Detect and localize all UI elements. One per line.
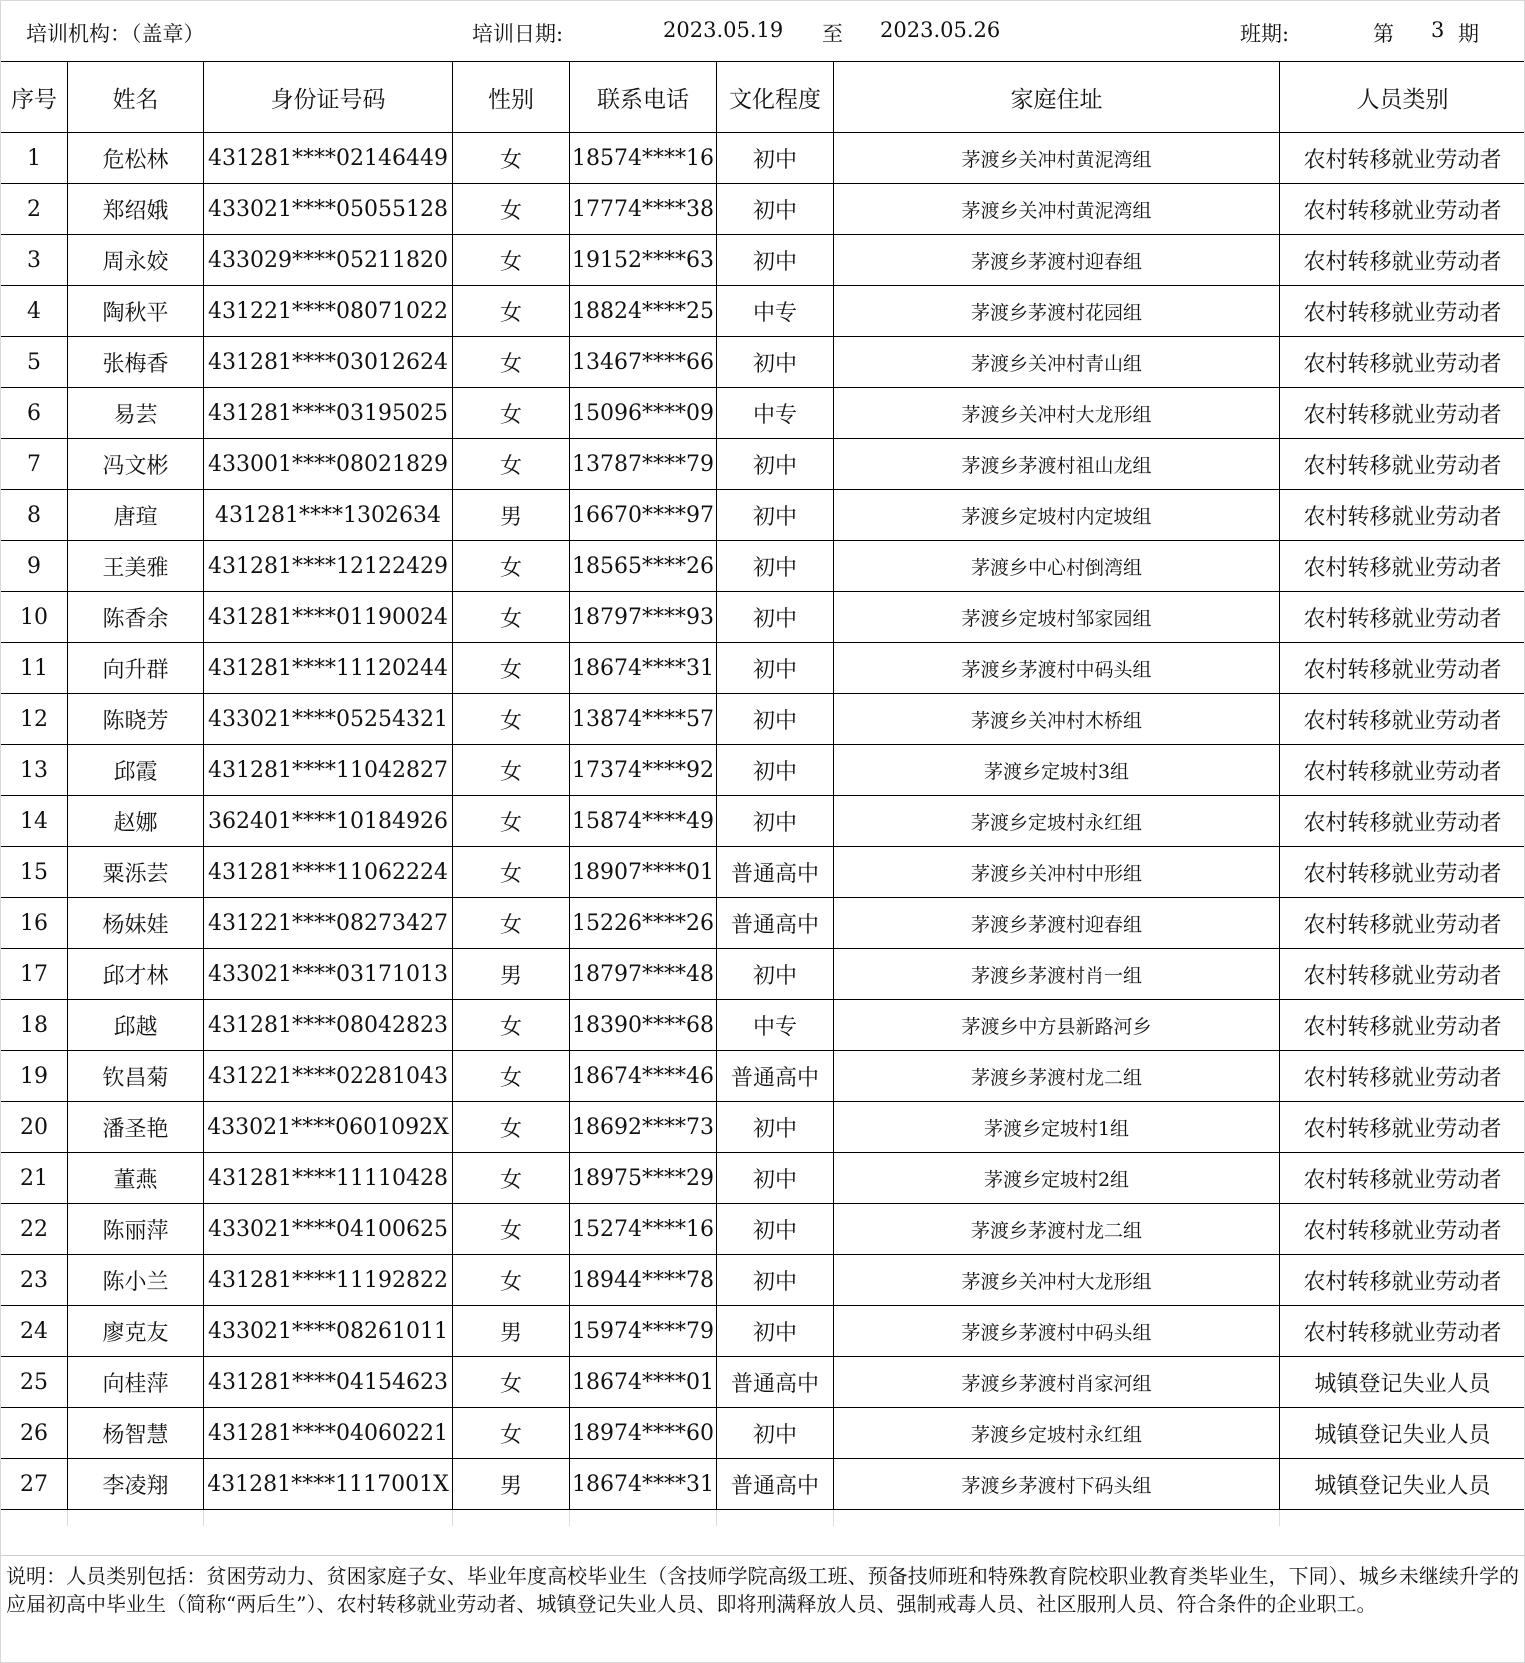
- cell-category: 农村转移就业劳动者: [1280, 949, 1525, 1000]
- col-header-name: 姓名: [68, 62, 204, 133]
- cell-gender: 女: [453, 1153, 570, 1204]
- cell-name: 赵娜: [68, 796, 204, 847]
- cell-id-number: 362401****10184926: [204, 796, 453, 847]
- cell-phone: 18974****60: [570, 1408, 717, 1459]
- table-row: [1, 1000, 1525, 1051]
- cell-education: 初中: [717, 745, 834, 796]
- cell-name: 向桂萍: [68, 1357, 204, 1408]
- cell-education: 初中: [717, 184, 834, 235]
- cell-name: 王美雅: [68, 541, 204, 592]
- table-row: [1, 388, 1525, 439]
- cell-category: 农村转移就业劳动者: [1280, 490, 1525, 541]
- cell-gender: 女: [453, 1408, 570, 1459]
- cell-phone: 18674****01: [570, 1357, 717, 1408]
- table-row: [1, 1459, 1525, 1510]
- cell-address: 茅渡乡关冲村黄泥湾组: [834, 184, 1280, 235]
- cell-id-number: 431281****11110428: [204, 1153, 453, 1204]
- table-row: [1, 694, 1525, 745]
- cell-education: 普通高中: [717, 1357, 834, 1408]
- cell-education: 普通高中: [717, 898, 834, 949]
- cell-education: 中专: [717, 1000, 834, 1051]
- blank-cell: [834, 1510, 1280, 1527]
- cell-index: 16: [1, 898, 68, 949]
- blank-cell: [570, 1510, 717, 1527]
- cell-index: 24: [1, 1306, 68, 1357]
- date-to: 至: [822, 22, 843, 46]
- cell-category: 农村转移就业劳动者: [1280, 694, 1525, 745]
- cell-phone: 13467****66: [570, 337, 717, 388]
- cell-phone: 18565****26: [570, 541, 717, 592]
- cell-index: 12: [1, 694, 68, 745]
- cell-index: 6: [1, 388, 68, 439]
- cell-address: 茅渡乡定坡村永红组: [834, 796, 1280, 847]
- cell-education: 普通高中: [717, 1051, 834, 1102]
- cell-id-number: 431221****08071022: [204, 286, 453, 337]
- cell-address: 茅渡乡茅渡村中码头组: [834, 1306, 1280, 1357]
- cell-index: 25: [1, 1357, 68, 1408]
- cell-address: 茅渡乡关冲村大龙形组: [834, 1255, 1280, 1306]
- roster-header: [0, 0, 1525, 62]
- table-row: [1, 235, 1525, 286]
- cell-education: 初中: [717, 1306, 834, 1357]
- cell-category: 农村转移就业劳动者: [1280, 286, 1525, 337]
- cell-gender: 男: [453, 490, 570, 541]
- cell-education: 普通高中: [717, 847, 834, 898]
- table-row: [1, 1255, 1525, 1306]
- cell-id-number: 433021****05254321: [204, 694, 453, 745]
- blank-cell: [68, 1510, 204, 1527]
- table-row: [1, 847, 1525, 898]
- cell-category: 农村转移就业劳动者: [1280, 1102, 1525, 1153]
- table-row: [1, 949, 1525, 1000]
- cell-name: 冯文彬: [68, 439, 204, 490]
- cell-name: 陈香余: [68, 592, 204, 643]
- table-row: [1, 337, 1525, 388]
- cell-gender: 男: [453, 949, 570, 1000]
- cell-id-number: 431281****08042823: [204, 1000, 453, 1051]
- cell-gender: 女: [453, 694, 570, 745]
- cell-category: 农村转移就业劳动者: [1280, 439, 1525, 490]
- cell-category: 农村转移就业劳动者: [1280, 235, 1525, 286]
- cell-index: 13: [1, 745, 68, 796]
- cell-address: 茅渡乡茅渡村迎春组: [834, 898, 1280, 949]
- cell-id-number: 431281****03195025: [204, 388, 453, 439]
- cell-gender: 女: [453, 592, 570, 643]
- table-row: [1, 439, 1525, 490]
- cell-name: 陈晓芳: [68, 694, 204, 745]
- cell-address: 茅渡乡茅渡村中码头组: [834, 643, 1280, 694]
- cell-index: 1: [1, 133, 68, 184]
- cell-address: 茅渡乡中心村倒湾组: [834, 541, 1280, 592]
- cell-address: 茅渡乡关冲村黄泥湾组: [834, 133, 1280, 184]
- cell-category: 农村转移就业劳动者: [1280, 1306, 1525, 1357]
- cell-name: 邱霞: [68, 745, 204, 796]
- cell-education: 初中: [717, 1255, 834, 1306]
- cell-address: 茅渡乡定坡村2组: [834, 1153, 1280, 1204]
- cell-education: 中专: [717, 388, 834, 439]
- blank-cell: [204, 1510, 453, 1527]
- cell-education: 初中: [717, 949, 834, 1000]
- cell-phone: 18944****78: [570, 1255, 717, 1306]
- cell-name: 陈丽萍: [68, 1204, 204, 1255]
- cell-id-number: 431281****12122429: [204, 541, 453, 592]
- cell-gender: 女: [453, 1204, 570, 1255]
- cell-category: 城镇登记失业人员: [1280, 1408, 1525, 1459]
- period-suffix: 期: [1458, 22, 1479, 46]
- cell-category: 农村转移就业劳动者: [1280, 1255, 1525, 1306]
- cell-category: 城镇登记失业人员: [1280, 1357, 1525, 1408]
- cell-address: 茅渡乡关冲村中形组: [834, 847, 1280, 898]
- cell-index: 19: [1, 1051, 68, 1102]
- cell-address: 茅渡乡茅渡村肖一组: [834, 949, 1280, 1000]
- cell-name: 陈小兰: [68, 1255, 204, 1306]
- table-row: [1, 1357, 1525, 1408]
- cell-education: 初中: [717, 1408, 834, 1459]
- cell-gender: 女: [453, 643, 570, 694]
- cell-id-number: 431281****02146449: [204, 133, 453, 184]
- cell-address: 茅渡乡茅渡村祖山龙组: [834, 439, 1280, 490]
- cell-index: 20: [1, 1102, 68, 1153]
- cell-category: 农村转移就业劳动者: [1280, 1153, 1525, 1204]
- cell-phone: 18574****16: [570, 133, 717, 184]
- cell-id-number: 431281****1117001X: [204, 1459, 453, 1510]
- cell-phone: 18824****25: [570, 286, 717, 337]
- cell-category: 农村转移就业劳动者: [1280, 745, 1525, 796]
- cell-id-number: 433021****03171013: [204, 949, 453, 1000]
- cell-education: 初中: [717, 133, 834, 184]
- footnote: 说明：人员类别包括：贫困劳动力、贫困家庭子女、毕业年度高校毕业生（含技师学院高级工班、预备技师班和特殊教育院校职业教育类毕业生，下同）、城乡未继续升学的应届初高中毕业生（简称“两后生”）、农村转移就业劳动者、城镇登记失业人员、即将刑满释放人员、强制戒毒人员、社区服刑人员、符合条件的企业职工。: [0, 1555, 1525, 1663]
- cell-index: 7: [1, 439, 68, 490]
- cell-phone: 18692****73: [570, 1102, 717, 1153]
- cell-index: 22: [1, 1204, 68, 1255]
- cell-category: 农村转移就业劳动者: [1280, 133, 1525, 184]
- cell-gender: 女: [453, 796, 570, 847]
- cell-index: 21: [1, 1153, 68, 1204]
- cell-gender: 女: [453, 1000, 570, 1051]
- cell-name: 钦昌菊: [68, 1051, 204, 1102]
- cell-id-number: 431281****1302634: [204, 490, 453, 541]
- cell-name: 易芸: [68, 388, 204, 439]
- cell-phone: 18797****48: [570, 949, 717, 1000]
- cell-address: 茅渡乡茅渡村下码头组: [834, 1459, 1280, 1510]
- cell-phone: 17374****92: [570, 745, 717, 796]
- cell-gender: 女: [453, 184, 570, 235]
- table-row: [1, 1102, 1525, 1153]
- cell-gender: 女: [453, 1255, 570, 1306]
- date-start: 2023.05.19: [663, 18, 784, 42]
- cell-category: 农村转移就业劳动者: [1280, 592, 1525, 643]
- cell-gender: 男: [453, 1306, 570, 1357]
- period-label: 班期:: [1240, 22, 1290, 46]
- table-row: [1, 1306, 1525, 1357]
- cell-index: 11: [1, 643, 68, 694]
- cell-index: 4: [1, 286, 68, 337]
- col-header-category: 人员类别: [1280, 62, 1525, 133]
- cell-education: 初中: [717, 439, 834, 490]
- table-row: [1, 184, 1525, 235]
- cell-name: 杨妹娃: [68, 898, 204, 949]
- cell-name: 粟泺芸: [68, 847, 204, 898]
- date-end: 2023.05.26: [880, 18, 1001, 42]
- cell-address: 茅渡乡茅渡村肖家河组: [834, 1357, 1280, 1408]
- cell-id-number: 431281****11062224: [204, 847, 453, 898]
- cell-education: 初中: [717, 337, 834, 388]
- cell-index: 15: [1, 847, 68, 898]
- cell-address: 茅渡乡关冲村青山组: [834, 337, 1280, 388]
- cell-name: 周永姣: [68, 235, 204, 286]
- cell-name: 邱越: [68, 1000, 204, 1051]
- col-header-address: 家庭住址: [834, 62, 1280, 133]
- cell-category: 农村转移就业劳动者: [1280, 1204, 1525, 1255]
- table-row: [1, 745, 1525, 796]
- cell-gender: 女: [453, 745, 570, 796]
- cell-address: 茅渡乡关冲村木桥组: [834, 694, 1280, 745]
- cell-phone: 19152****63: [570, 235, 717, 286]
- cell-phone: 18674****46: [570, 1051, 717, 1102]
- org-label: 培训机构：（盖章）: [26, 22, 205, 46]
- blank-cell: [1280, 1510, 1525, 1527]
- cell-index: 27: [1, 1459, 68, 1510]
- cell-phone: 15226****26: [570, 898, 717, 949]
- cell-education: 初中: [717, 694, 834, 745]
- blank-cell: [1, 1510, 68, 1527]
- cell-phone: 18390****68: [570, 1000, 717, 1051]
- cell-name: 邱才林: [68, 949, 204, 1000]
- cell-gender: 女: [453, 541, 570, 592]
- cell-phone: 18797****93: [570, 592, 717, 643]
- cell-name: 杨智慧: [68, 1408, 204, 1459]
- blank-cell: [453, 1510, 570, 1527]
- cell-gender: 女: [453, 898, 570, 949]
- cell-id-number: 431221****08273427: [204, 898, 453, 949]
- cell-category: 农村转移就业劳动者: [1280, 1051, 1525, 1102]
- cell-id-number: 433029****05211820: [204, 235, 453, 286]
- cell-education: 初中: [717, 1102, 834, 1153]
- cell-category: 农村转移就业劳动者: [1280, 898, 1525, 949]
- cell-education: 初中: [717, 490, 834, 541]
- roster-table: [0, 61, 1525, 1526]
- cell-name: 李凌翔: [68, 1459, 204, 1510]
- cell-gender: 男: [453, 1459, 570, 1510]
- cell-phone: 18674****31: [570, 1459, 717, 1510]
- cell-category: 农村转移就业劳动者: [1280, 388, 1525, 439]
- table-row: [1, 1408, 1525, 1459]
- cell-name: 董燕: [68, 1153, 204, 1204]
- cell-category: 农村转移就业劳动者: [1280, 796, 1525, 847]
- cell-id-number: 433021****04100625: [204, 1204, 453, 1255]
- cell-id-number: 431281****04154623: [204, 1357, 453, 1408]
- table-row: [1, 643, 1525, 694]
- cell-index: 9: [1, 541, 68, 592]
- cell-category: 农村转移就业劳动者: [1280, 847, 1525, 898]
- cell-id-number: 431281****11042827: [204, 745, 453, 796]
- cell-id-number: 431221****02281043: [204, 1051, 453, 1102]
- col-header-index: 序号: [1, 62, 68, 133]
- cell-id-number: 431281****11120244: [204, 643, 453, 694]
- cell-gender: 女: [453, 1102, 570, 1153]
- cell-name: 潘圣艳: [68, 1102, 204, 1153]
- cell-phone: 13787****79: [570, 439, 717, 490]
- blank-row: [1, 1510, 1525, 1527]
- table-row: [1, 541, 1525, 592]
- cell-gender: 女: [453, 1051, 570, 1102]
- period-prefix: 第: [1373, 22, 1394, 46]
- cell-address: 茅渡乡定坡村邹家园组: [834, 592, 1280, 643]
- cell-education: 初中: [717, 592, 834, 643]
- cell-address: 茅渡乡茅渡村花园组: [834, 286, 1280, 337]
- date-label: 培训日期:: [472, 22, 564, 46]
- table-row: [1, 490, 1525, 541]
- table-row: [1, 1204, 1525, 1255]
- cell-education: 初中: [717, 643, 834, 694]
- cell-phone: 18975****29: [570, 1153, 717, 1204]
- cell-education: 初中: [717, 541, 834, 592]
- cell-id-number: 431281****03012624: [204, 337, 453, 388]
- cell-category: 农村转移就业劳动者: [1280, 337, 1525, 388]
- cell-address: 茅渡乡定坡村3组: [834, 745, 1280, 796]
- cell-id-number: 431281****01190024: [204, 592, 453, 643]
- cell-name: 廖克友: [68, 1306, 204, 1357]
- cell-phone: 15974****79: [570, 1306, 717, 1357]
- cell-id-number: 431281****11192822: [204, 1255, 453, 1306]
- cell-phone: 17774****38: [570, 184, 717, 235]
- cell-phone: 13874****57: [570, 694, 717, 745]
- cell-index: 23: [1, 1255, 68, 1306]
- table-row: [1, 796, 1525, 847]
- cell-gender: 女: [453, 439, 570, 490]
- roster-body: [1, 133, 1525, 1527]
- col-header-education: 文化程度: [717, 62, 834, 133]
- cell-index: 10: [1, 592, 68, 643]
- cell-address: 茅渡乡定坡村1组: [834, 1102, 1280, 1153]
- cell-category: 农村转移就业劳动者: [1280, 643, 1525, 694]
- cell-gender: 女: [453, 337, 570, 388]
- cell-education: 初中: [717, 796, 834, 847]
- cell-phone: 18674****31: [570, 643, 717, 694]
- cell-category: 城镇登记失业人员: [1280, 1459, 1525, 1510]
- cell-education: 初中: [717, 1204, 834, 1255]
- cell-phone: 15874****49: [570, 796, 717, 847]
- cell-gender: 女: [453, 235, 570, 286]
- cell-category: 农村转移就业劳动者: [1280, 541, 1525, 592]
- cell-name: 向升群: [68, 643, 204, 694]
- cell-address: 茅渡乡关冲村大龙形组: [834, 388, 1280, 439]
- cell-address: 茅渡乡中方县新路河乡: [834, 1000, 1280, 1051]
- cell-education: 中专: [717, 286, 834, 337]
- col-header-gender: 性别: [453, 62, 570, 133]
- table-row: [1, 592, 1525, 643]
- period-value: 3: [1431, 18, 1445, 42]
- col-header-phone: 联系电话: [570, 62, 717, 133]
- cell-phone: 16670****97: [570, 490, 717, 541]
- cell-id-number: 433001****08021829: [204, 439, 453, 490]
- cell-address: 茅渡乡茅渡村迎春组: [834, 235, 1280, 286]
- cell-address: 茅渡乡茅渡村龙二组: [834, 1204, 1280, 1255]
- table-row: [1, 1153, 1525, 1204]
- cell-index: 26: [1, 1408, 68, 1459]
- cell-name: 唐瑄: [68, 490, 204, 541]
- table-row: [1, 286, 1525, 337]
- cell-index: 18: [1, 1000, 68, 1051]
- header-row: [1, 62, 1525, 133]
- table-row: [1, 1051, 1525, 1102]
- col-header-id-number: 身份证号码: [204, 62, 453, 133]
- cell-address: 茅渡乡定坡村内定坡组: [834, 490, 1280, 541]
- cell-gender: 女: [453, 133, 570, 184]
- cell-index: 8: [1, 490, 68, 541]
- cell-name: 危松林: [68, 133, 204, 184]
- cell-id-number: 433021****0601092X: [204, 1102, 453, 1153]
- cell-gender: 女: [453, 847, 570, 898]
- blank-cell: [717, 1510, 834, 1527]
- cell-category: 农村转移就业劳动者: [1280, 184, 1525, 235]
- cell-id-number: 431281****04060221: [204, 1408, 453, 1459]
- cell-phone: 15096****09: [570, 388, 717, 439]
- cell-index: 17: [1, 949, 68, 1000]
- cell-phone: 18907****01: [570, 847, 717, 898]
- cell-index: 5: [1, 337, 68, 388]
- cell-index: 3: [1, 235, 68, 286]
- cell-category: 农村转移就业劳动者: [1280, 1000, 1525, 1051]
- cell-education: 初中: [717, 1153, 834, 1204]
- cell-education: 普通高中: [717, 1459, 834, 1510]
- cell-gender: 女: [453, 388, 570, 439]
- table-row: [1, 133, 1525, 184]
- cell-name: 张梅香: [68, 337, 204, 388]
- cell-phone: 15274****16: [570, 1204, 717, 1255]
- cell-address: 茅渡乡茅渡村龙二组: [834, 1051, 1280, 1102]
- cell-name: 陶秋平: [68, 286, 204, 337]
- cell-name: 郑绍娥: [68, 184, 204, 235]
- cell-id-number: 433021****05055128: [204, 184, 453, 235]
- cell-index: 2: [1, 184, 68, 235]
- table-row: [1, 898, 1525, 949]
- cell-index: 14: [1, 796, 68, 847]
- cell-address: 茅渡乡定坡村永红组: [834, 1408, 1280, 1459]
- cell-education: 初中: [717, 235, 834, 286]
- cell-gender: 女: [453, 1357, 570, 1408]
- cell-id-number: 433021****08261011: [204, 1306, 453, 1357]
- cell-gender: 女: [453, 286, 570, 337]
